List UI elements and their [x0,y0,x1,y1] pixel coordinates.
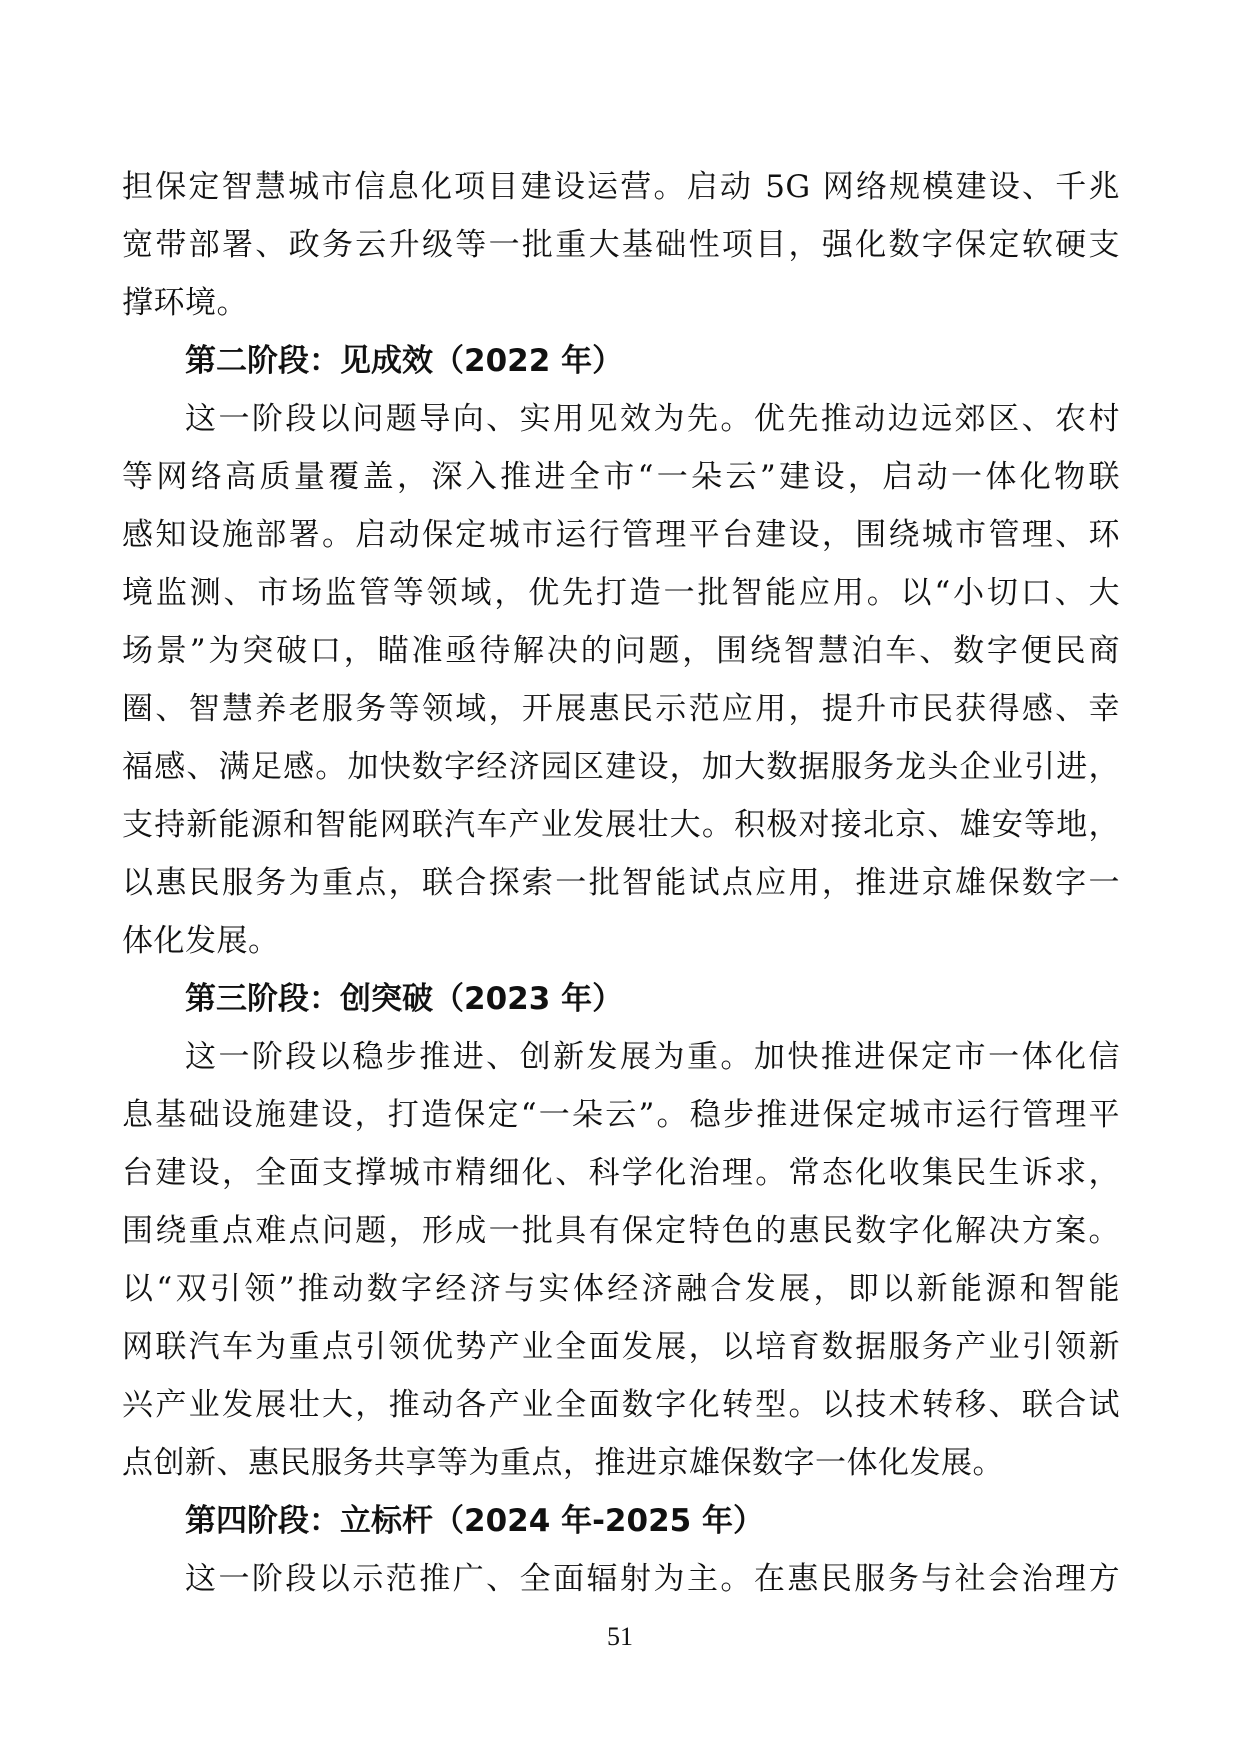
text-line: 围绕重点难点问题，形成一批具有保定特色的惠民数字化解决方案。 [122,1213,1120,1249]
text-line: 场景”为突破口，瞄准亟待解决的问题，围绕智慧泊车、数字便民商 [122,633,1120,669]
text-line: 体化发展。 [122,923,280,959]
text-line: 宽带部署、政务云升级等一批重大基础性项目，强化数字保定软硬支 [122,227,1120,263]
section-heading: 第二阶段：见成效（2022 年） [185,343,624,379]
text-line: 息基础设施建设，打造保定“一朵云”。稳步推进保定城市运行管理平 [122,1097,1120,1133]
text-line: 福感、满足感。加快数字经济园区建设，加大数据服务龙头企业引进， [122,749,1120,785]
section-heading: 第三阶段：创突破（2023 年） [185,981,624,1017]
text-line: 以“双引领”推动数字经济与实体经济融合发展，即以新能源和智能 [122,1271,1120,1307]
page-content [122,158,1120,1608]
text-line: 这一阶段以问题导向、实用见效为先。优先推动边远郊区、农村 [185,401,1120,437]
text-line: 这一阶段以稳步推进、创新发展为重。加快推进保定市一体化信 [185,1039,1120,1075]
section-heading: 第四阶段：立标杆（2024 年-2025 年） [185,1503,765,1539]
text-line: 点创新、惠民服务共享等为重点，推进京雄保数字一体化发展。 [122,1445,1004,1481]
paragraph [122,1028,1120,1492]
text-line: 担保定智慧城市信息化项目建设运营。启动 5G 网络规模建设、千兆 [122,169,1120,205]
text-line: 台建设，全面支撑城市精细化、科学化治理。常态化收集民生诉求， [122,1155,1120,1191]
page-number: 51 [607,1622,633,1651]
text-line: 网联汽车为重点引领优势产业全面发展，以培育数据服务产业引领新 [122,1329,1120,1365]
paragraph [122,1550,1120,1608]
text-line: 等网络高质量覆盖，深入推进全市“一朵云”建设，启动一体化物联 [122,459,1120,495]
text-line: 感知设施部署。启动保定城市运行管理平台建设，围绕城市管理、环 [122,517,1120,553]
text-line: 境监测、市场监管等领域，优先打造一批智能应用。以“小切口、大 [122,575,1120,611]
text-line: 支持新能源和智能网联汽车产业发展壮大。积极对接北京、雄安等地， [122,807,1120,843]
text-line: 撑环境。 [122,285,248,321]
paragraph [122,158,1120,332]
text-line: 这一阶段以示范推广、全面辐射为主。在惠民服务与社会治理方 [185,1561,1120,1597]
text-line: 兴产业发展壮大，推动各产业全面数字化转型。以技术转移、联合试 [122,1387,1120,1423]
text-line: 以惠民服务为重点，联合探索一批智能试点应用，推进京雄保数字一 [122,865,1120,901]
paragraph [122,390,1120,970]
text-line: 圈、智慧养老服务等领域，开展惠民示范应用，提升市民获得感、幸 [122,691,1120,727]
